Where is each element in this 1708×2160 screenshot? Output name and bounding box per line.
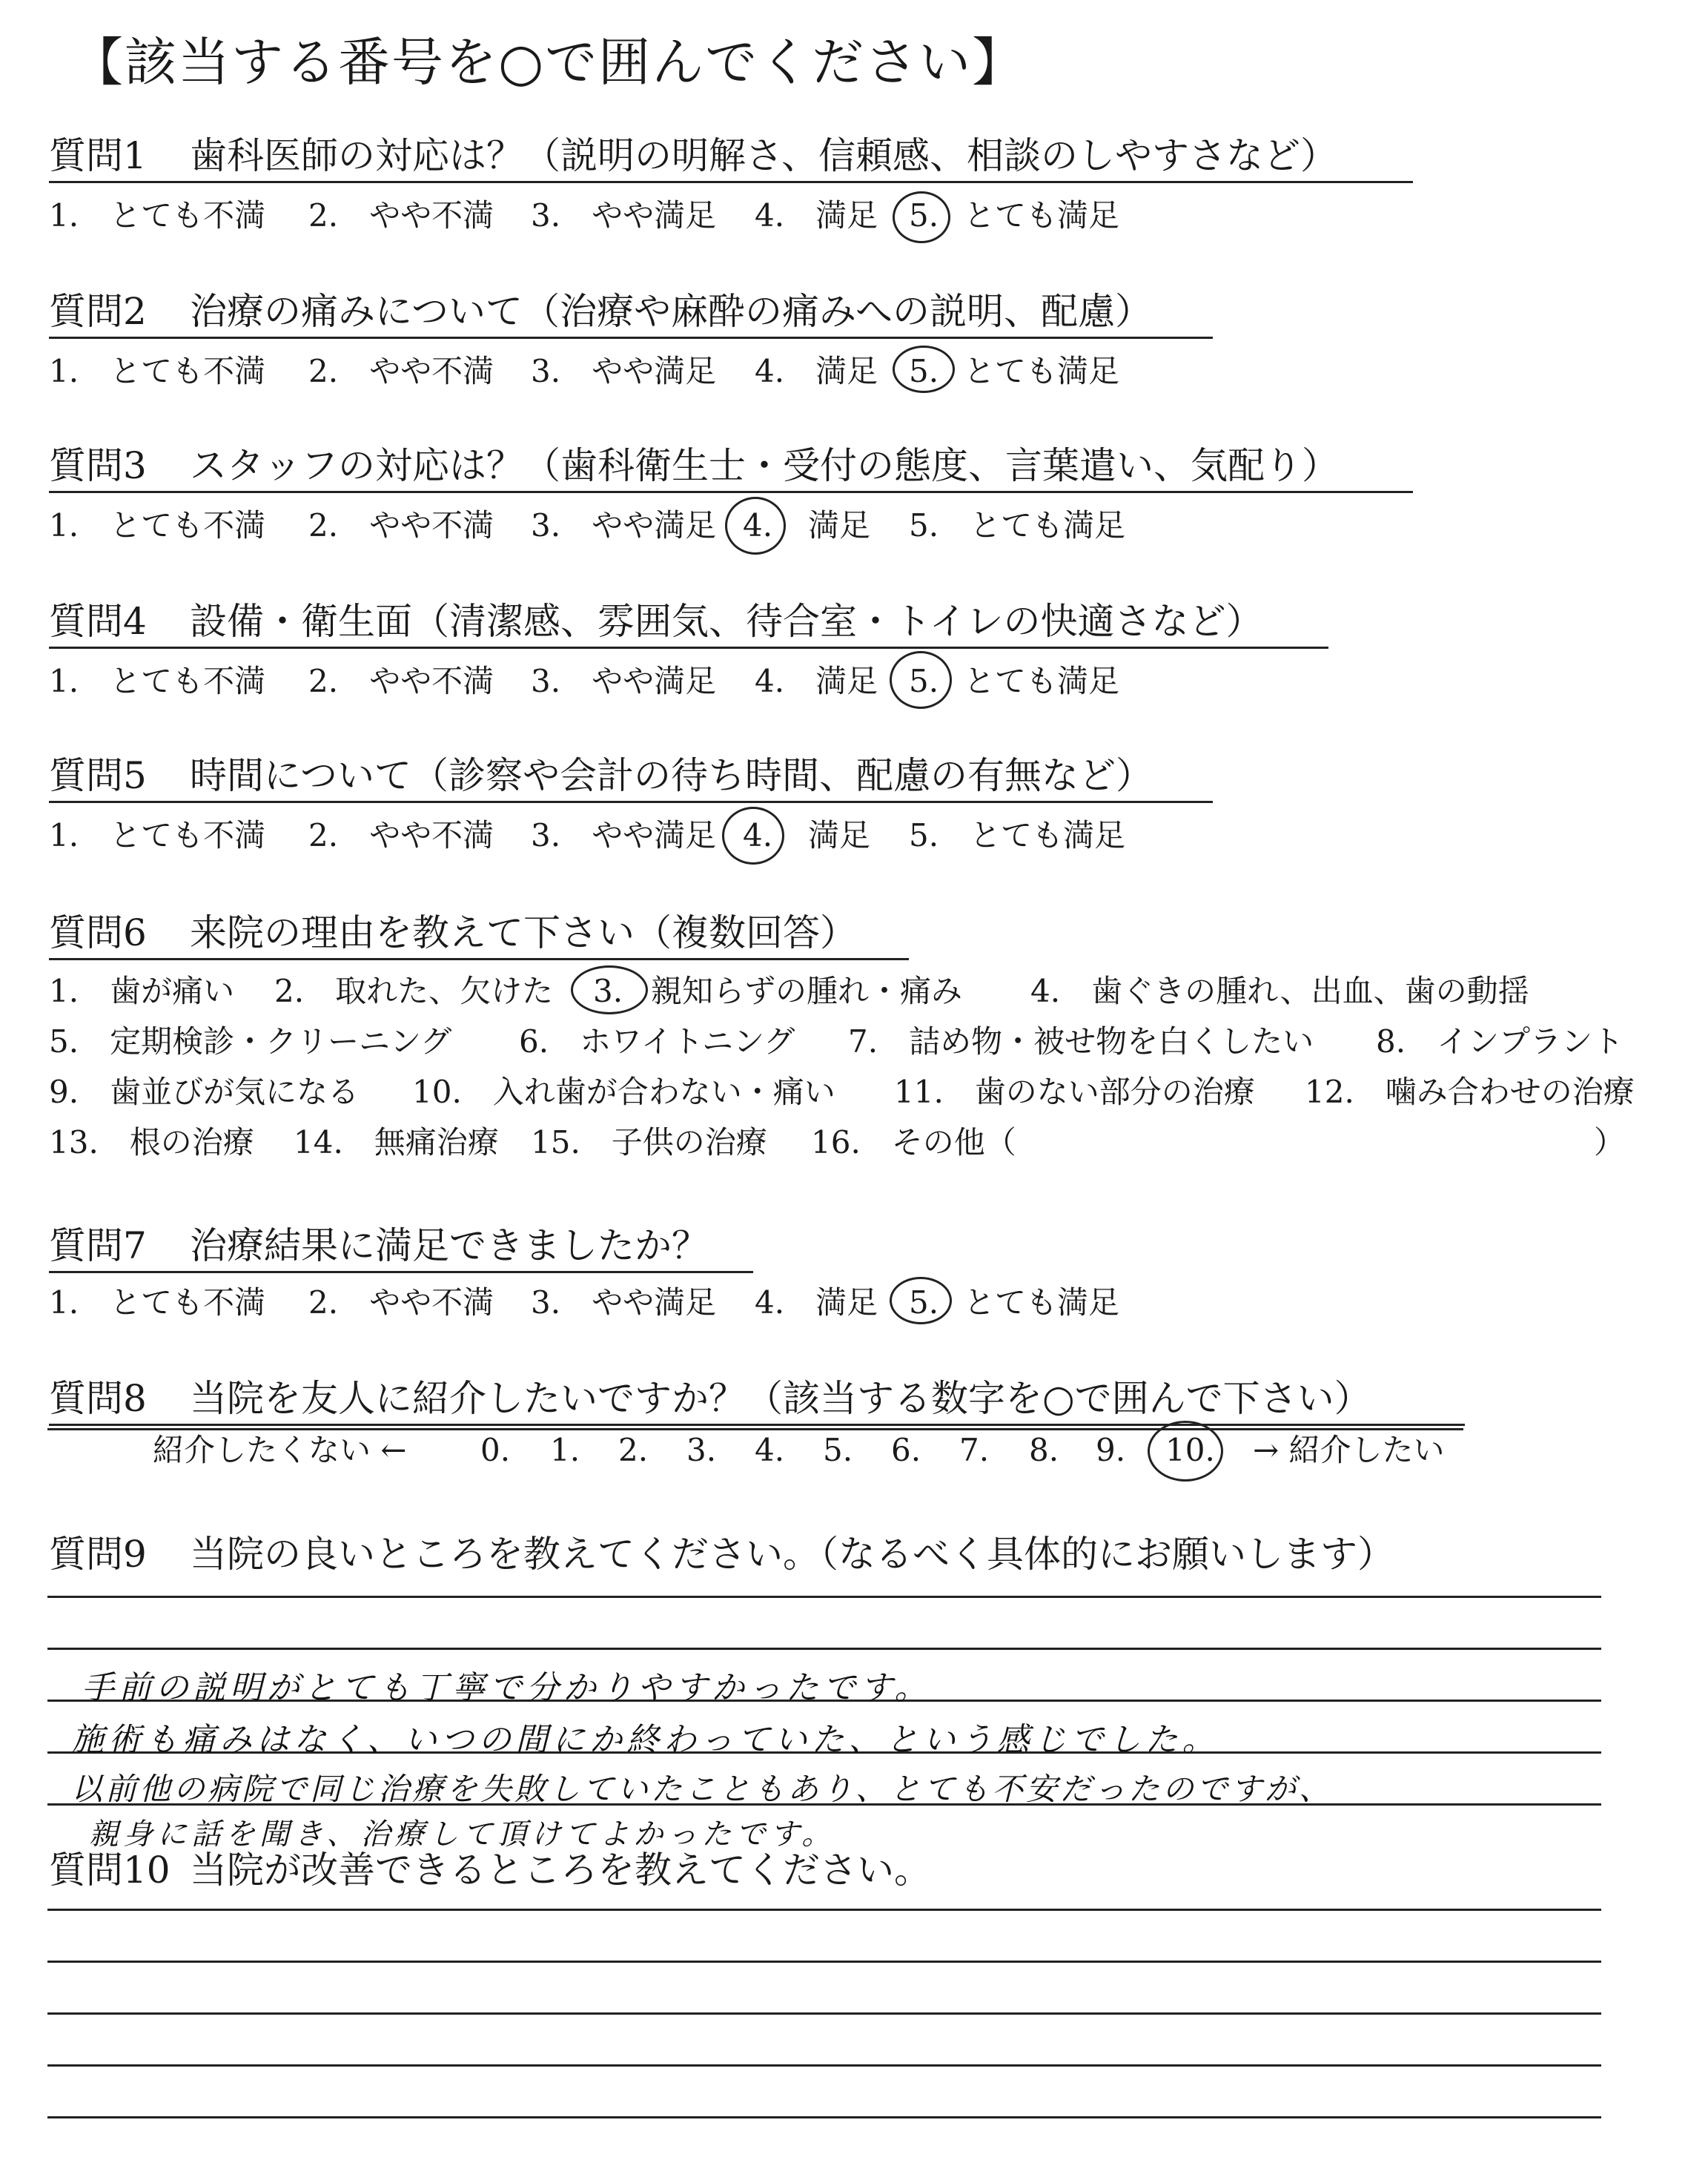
question-7-title bbox=[49, 1225, 753, 1273]
question-3-title bbox=[49, 445, 1413, 493]
q9-answer-line-3: 以前他の病院で同じ治療を失敗していたこともあり、とても不安だったのですが、 bbox=[71, 1771, 1334, 1807]
q3-option-3[interactable]: 3. やや満足 bbox=[531, 507, 717, 544]
q5-option-4[interactable]: 4. bbox=[743, 817, 773, 853]
question-9-number: 質問9 bbox=[49, 1533, 147, 1576]
q6-option-14[interactable]: 14. 無痛治療 bbox=[294, 1124, 499, 1160]
q6-option-10[interactable]: 10. 入れ歯が合わない・痛い bbox=[412, 1074, 835, 1110]
question-8-title bbox=[49, 1378, 1465, 1426]
q3-option-4-label: 満足 bbox=[808, 507, 871, 544]
q6-option-8[interactable]: 8. インプラント bbox=[1376, 1023, 1624, 1060]
question-6-title bbox=[49, 912, 909, 960]
q9-write-line-2 bbox=[47, 1648, 1601, 1650]
question-5-number: 質問5 bbox=[49, 754, 147, 797]
q6-option-6[interactable]: 6. ホワイトニング bbox=[519, 1023, 795, 1060]
q6-selected-circle bbox=[571, 965, 648, 1014]
question-4-title bbox=[49, 601, 1328, 649]
q7-option-3[interactable]: 3. やや満足 bbox=[531, 1284, 717, 1321]
question-1-number: 質問1 bbox=[49, 134, 147, 177]
q8-option-5[interactable]: 5. bbox=[823, 1432, 853, 1468]
q4-option-5[interactable]: 5. bbox=[909, 663, 939, 699]
form-header: 【該当する番号を○で囲んでください】 bbox=[71, 32, 1026, 93]
q6-option-7[interactable]: 7. 詰め物・被せ物を白くしたい bbox=[848, 1023, 1314, 1060]
q7-selected-circle bbox=[890, 1277, 952, 1324]
question-2-text: 治療の痛みについて（治療や麻酔の痛みへの説明、配慮） bbox=[190, 290, 1152, 333]
question-7-number: 質問7 bbox=[49, 1224, 147, 1267]
question-8-text: 当院を友人に紹介したいですか？（該当する数字を○で囲んで下さい） bbox=[190, 1377, 1371, 1420]
q8-option-4[interactable]: 4. bbox=[755, 1432, 785, 1468]
question-9-title bbox=[49, 1533, 1394, 1579]
q5-option-2[interactable]: 2. やや不満 bbox=[308, 817, 494, 853]
question-3-number: 質問3 bbox=[49, 444, 147, 487]
question-7-text: 治療結果に満足できましたか？ bbox=[190, 1224, 709, 1267]
q4-option-5-label: とても満足 bbox=[964, 663, 1120, 699]
q1-option-5-label: とても満足 bbox=[964, 197, 1120, 234]
q9-answer-line-2: 施術も痛みはなく、いつの間にか終わっていた、という感じでした。 bbox=[71, 1721, 1219, 1759]
q3-option-1[interactable]: 1. とても不満 bbox=[49, 507, 266, 544]
q5-option-4-label: 満足 bbox=[808, 817, 871, 853]
q2-option-4[interactable]: 4. 満足 bbox=[755, 353, 878, 389]
q9-answer-line-1: 手前の説明がとても丁寧で分かりやすかったです。 bbox=[82, 1669, 932, 1707]
q8-right-label: → 紹介したい bbox=[1253, 1432, 1445, 1468]
q10-write-line-2 bbox=[47, 1961, 1601, 1963]
q6-option-15[interactable]: 15. 子供の治療 bbox=[531, 1124, 767, 1160]
q1-option-2[interactable]: 2. やや不満 bbox=[308, 197, 494, 234]
q3-selected-circle bbox=[725, 497, 786, 555]
q2-option-5[interactable]: 5. bbox=[909, 353, 939, 389]
question-6-text: 来院の理由を教えて下さい（複数回答） bbox=[190, 911, 857, 954]
q8-option-8[interactable]: 8. bbox=[1029, 1432, 1059, 1468]
q9-write-line-1 bbox=[47, 1596, 1601, 1598]
q9-answer-line-4: 親身に話を聞き、治療して頂けてよかったです。 bbox=[89, 1817, 836, 1852]
question-5-title bbox=[49, 755, 1213, 803]
q6-option-1[interactable]: 1. 歯が痛い bbox=[49, 973, 235, 1009]
q4-selected-circle bbox=[890, 651, 952, 709]
q8-title-underline bbox=[47, 1428, 1463, 1430]
question-2-number: 質問2 bbox=[49, 290, 147, 333]
q7-option-4[interactable]: 4. 満足 bbox=[755, 1284, 878, 1321]
q6-option-4[interactable]: 4. 歯ぐきの腫れ、出血、歯の動揺 bbox=[1030, 973, 1529, 1009]
q2-selected-circle bbox=[893, 346, 955, 393]
q7-option-2[interactable]: 2. やや不満 bbox=[308, 1284, 494, 1321]
q6-option-16[interactable]: 16. その他（ bbox=[811, 1124, 1016, 1160]
q1-selected-circle bbox=[893, 191, 950, 243]
q8-option-2[interactable]: 2. bbox=[618, 1432, 649, 1468]
q4-option-4[interactable]: 4. 満足 bbox=[755, 663, 878, 699]
q7-option-1[interactable]: 1. とても不満 bbox=[49, 1284, 266, 1321]
q10-write-line-5 bbox=[47, 2116, 1601, 2118]
q8-option-3[interactable]: 3. bbox=[686, 1432, 717, 1468]
q6-option-2[interactable]: 2. 取れた、欠けた bbox=[274, 973, 554, 1009]
q2-option-5-label: とても満足 bbox=[964, 353, 1120, 389]
q10-write-line-1 bbox=[47, 1909, 1601, 1911]
q8-left-label: 紹介したくない ← bbox=[153, 1432, 407, 1468]
q6-option-3-label: 親知らずの腫れ・痛み bbox=[651, 973, 963, 1009]
question-1-text: 歯科医師の対応は？（説明の明解さ、信頼感、相談のしやすさなど） bbox=[190, 134, 1337, 177]
question-8-number: 質問8 bbox=[49, 1377, 147, 1420]
q8-option-9[interactable]: 9. bbox=[1096, 1432, 1126, 1468]
q7-option-5[interactable]: 5. bbox=[909, 1284, 939, 1321]
q6-option-11[interactable]: 11. 歯のない部分の治療 bbox=[894, 1074, 1255, 1110]
q10-write-line-3 bbox=[47, 2012, 1601, 2015]
q4-option-3[interactable]: 3. やや満足 bbox=[531, 663, 717, 699]
q1-option-3[interactable]: 3. やや満足 bbox=[531, 197, 717, 234]
question-5-text: 時間について（診察や会計の待ち時間、配慮の有無など） bbox=[190, 754, 1153, 797]
question-3-text: スタッフの対応は？（歯科衛生士・受付の態度、言葉遣い、気配り） bbox=[190, 444, 1339, 487]
q8-option-6[interactable]: 6. bbox=[891, 1432, 921, 1468]
question-6-number: 質問6 bbox=[49, 911, 147, 954]
q6-option-9[interactable]: 9. 歯並びが気になる bbox=[49, 1074, 360, 1110]
q3-option-2[interactable]: 2. やや不満 bbox=[308, 507, 494, 544]
q5-option-3[interactable]: 3. やや満足 bbox=[531, 817, 717, 853]
q10-write-line-4 bbox=[47, 2064, 1601, 2067]
q5-option-5[interactable]: 5. とても満足 bbox=[909, 817, 1126, 853]
question-10-number: 質問10 bbox=[49, 1849, 171, 1892]
q3-option-5[interactable]: 5. とても満足 bbox=[909, 507, 1126, 544]
q8-option-0[interactable]: 0. bbox=[480, 1432, 511, 1468]
q4-option-2[interactable]: 2. やや不満 bbox=[308, 663, 494, 699]
q6-option-12[interactable]: 12. 噛み合わせの治療 bbox=[1305, 1074, 1635, 1110]
q2-option-3[interactable]: 3. やや満足 bbox=[531, 353, 717, 389]
q3-option-4[interactable]: 4. bbox=[743, 507, 773, 544]
q2-option-2[interactable]: 2. やや不満 bbox=[308, 353, 494, 389]
q6-other-close-paren: ） bbox=[1594, 1124, 1626, 1160]
question-10-text: 当院が改善できるところを教えてください。 bbox=[190, 1849, 931, 1892]
question-4-number: 質問4 bbox=[49, 600, 147, 643]
q8-option-10[interactable]: 10. bbox=[1165, 1432, 1215, 1468]
question-4-text: 設備・衛生面（清潔感、雰囲気、待合室・トイレの快適さなど） bbox=[190, 600, 1263, 643]
q5-option-1[interactable]: 1. とても不満 bbox=[49, 817, 266, 853]
q1-option-5[interactable]: 5. bbox=[909, 197, 939, 234]
q4-option-1[interactable]: 1. とても不満 bbox=[49, 663, 266, 699]
q5-selected-circle bbox=[722, 807, 784, 865]
q8-option-1[interactable]: 1. bbox=[550, 1432, 580, 1468]
q1-option-1[interactable]: 1. とても不満 bbox=[49, 197, 266, 234]
q8-option-7[interactable]: 7. bbox=[959, 1432, 990, 1468]
q1-option-4[interactable]: 4. 満足 bbox=[755, 197, 878, 234]
q6-option-3[interactable]: 3. bbox=[593, 973, 623, 1009]
question-9-text: 当院の良いところを教えてください。（なるべく具体的にお願いします） bbox=[190, 1533, 1394, 1576]
question-10-title bbox=[49, 1849, 931, 1895]
question-2-title bbox=[49, 291, 1213, 339]
q6-option-5[interactable]: 5. 定期検診・クリーニング bbox=[49, 1023, 452, 1060]
q7-option-5-label: とても満足 bbox=[964, 1284, 1120, 1321]
question-1-title bbox=[49, 135, 1413, 183]
q6-option-13[interactable]: 13. 根の治療 bbox=[49, 1124, 254, 1160]
q2-option-1[interactable]: 1. とても不満 bbox=[49, 353, 266, 389]
